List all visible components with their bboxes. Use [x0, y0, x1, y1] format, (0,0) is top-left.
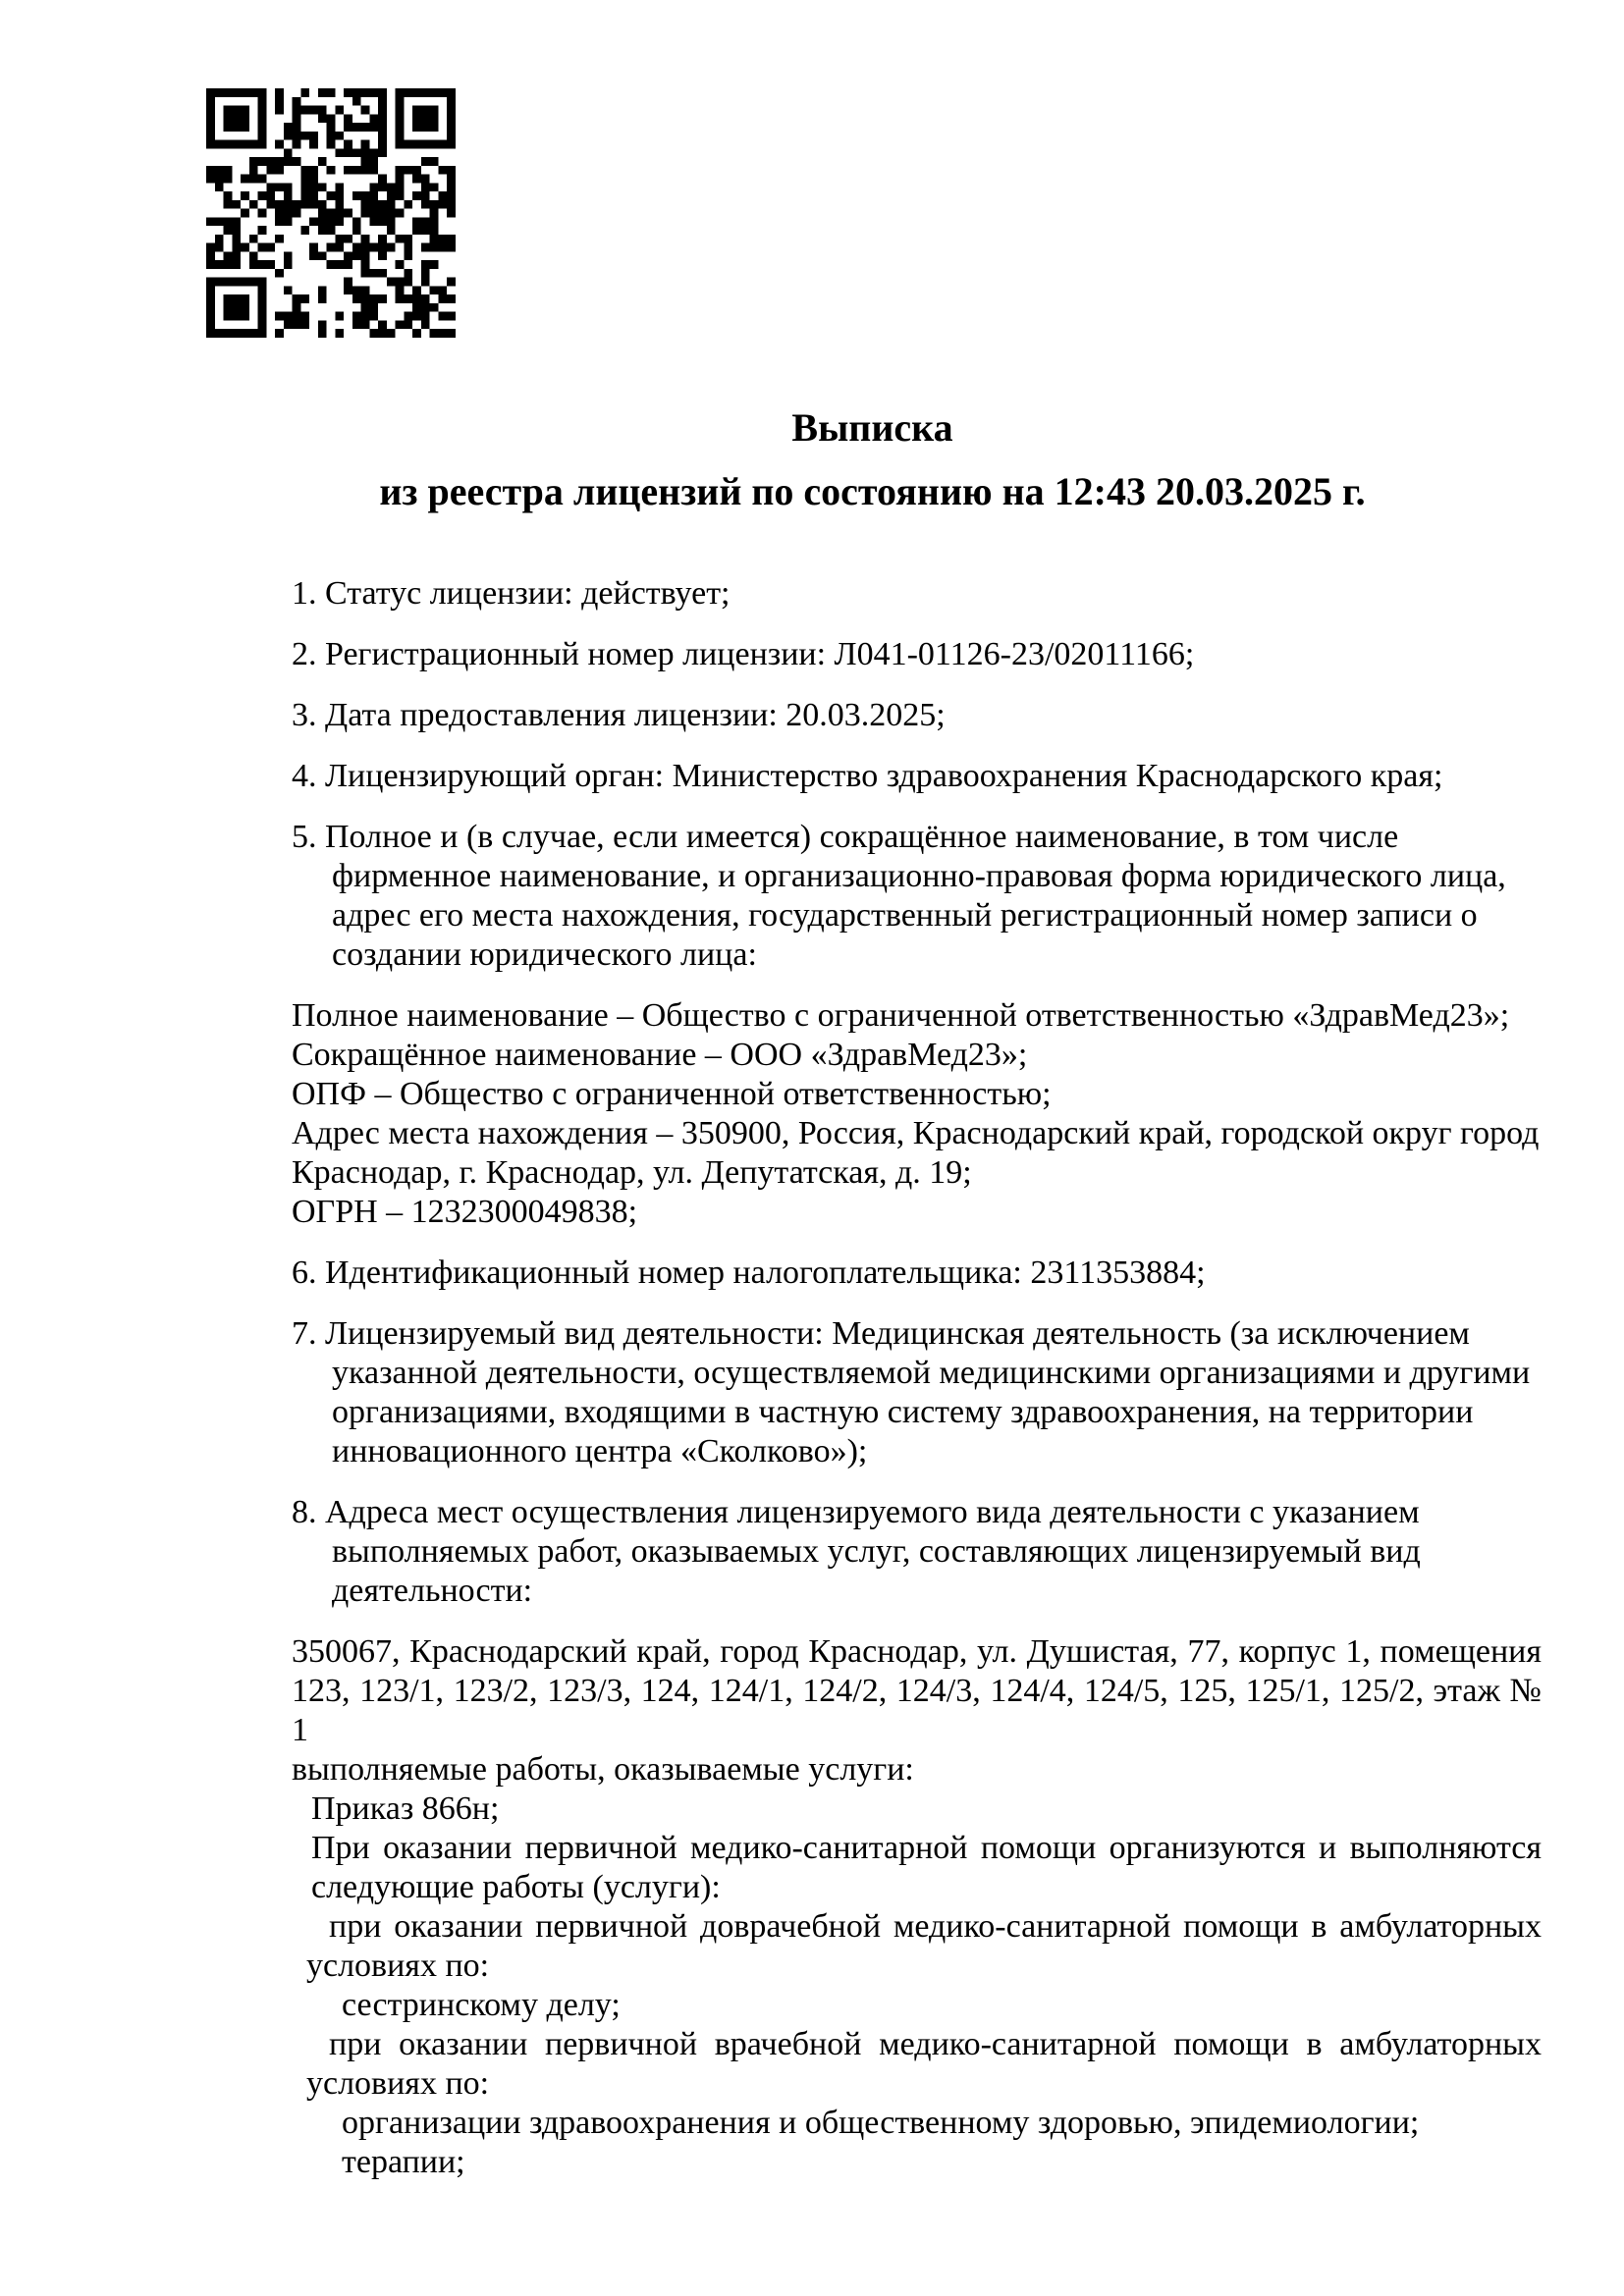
license-items	[292, 574, 1542, 2182]
order-866n: Приказ 866н;	[311, 1790, 500, 1827]
org-address: Адрес места нахождения – 350900, Россия, Краснодарский край, городской округ город Краснодар, г. Краснодар, ул. Депутатская, д. 19;	[292, 1115, 1540, 1191]
org-short-name: Сокращённое наименование – ООО «ЗдравМед23»;	[292, 1037, 1028, 1073]
works-services-label: выполняемые работы, оказываемые услуги:	[292, 1751, 914, 1788]
license-item-reg-number: 2. Регистрационный номер лицензии: Л041-01126-23/02011166;	[292, 636, 1195, 672]
license-item-authority: 4. Лицензирующий орган: Министерство здравоохранения Краснодарского края;	[292, 758, 1443, 794]
medical-care-line: при оказании первичной врачебной медико-санитарной помощи в амбулаторных условиях по:	[306, 2026, 1542, 2102]
license-item-addresses-intro: 8. Адреса мест осуществления лицензируемого вида деятельности с указанием выполняемых работ, оказываемых услуг, составляющих лицензируемый вид деятельности:	[292, 1494, 1421, 1609]
service-health-org-epidemiology: организации здравоохранения и общественному здоровью, эпидемиологии;	[342, 2105, 1420, 2141]
license-item-inn: 6. Идентификационный номер налогоплательщика: 2311353884;	[292, 1255, 1206, 1291]
license-item-grant-date: 3. Дата предоставления лицензии: 20.03.2025;	[292, 697, 946, 733]
license-item-org-names-intro: 5. Полное и (в случае, если имеется) сокращённое наименование, в том числе фирменное наименование, и организационно-правовая форма юридического лица, адрес его места нахождения, государственный регистрационный номер записи о создании юридического лица:	[292, 819, 1506, 973]
pre-medical-care-line: при оказании первичной доврачебной медико-санитарной помощи в амбулаторных условиях по:	[306, 1908, 1542, 1984]
page-title: Выписка	[791, 405, 953, 450]
activity-address-block	[292, 1632, 1542, 2182]
page-subtitle: из реестра лицензий по состоянию на 12:43 20.03.2025 г.	[379, 469, 1366, 513]
license-item-status: 1. Статус лицензии: действует;	[292, 575, 731, 612]
service-nursing: сестринскому делу;	[342, 1987, 621, 2023]
service-therapy: терапии;	[342, 2144, 465, 2180]
organization-details	[292, 996, 1542, 1232]
org-full-name: Полное наименование – Общество с ограниченной ответственностью «ЗдравМед23»;	[292, 997, 1510, 1034]
activity-address: 350067, Краснодарский край, город Краснодар, ул. Душистая, 77, корпус 1, помещения 123, 123/1, 123/2, 123/3, 124, 124/1, 124/2, 124/3, 124/4, 124/5, 125, 125/1, 125/2, этаж № 1	[292, 1633, 1542, 1748]
license-item-activity-type: 7. Лицензируемый вид деятельности: Медицинская деятельность (за исключением указанной деятельности, осуществляемой медицинскими организациями и другими организациями, входящими в частную систему здравоохранения, на территории инновационного центра «Сколково»);	[292, 1315, 1531, 1469]
org-ogrn: ОГРН – 1232300049838;	[292, 1194, 638, 1230]
primary-care-intro: При оказании первичной медико-санитарной помощи организуются и выполняются следующие работы (услуги):	[311, 1830, 1542, 1905]
license-extract	[292, 0, 1542, 2182]
org-legal-form: ОПФ – Общество с ограниченной ответственностью;	[292, 1076, 1052, 1112]
